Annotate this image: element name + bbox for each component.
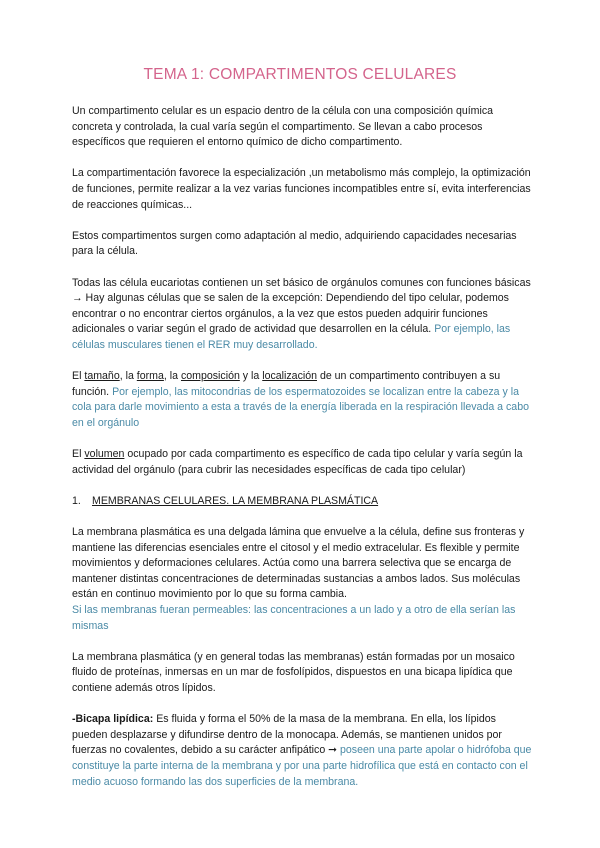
text-run: y la	[239, 370, 263, 383]
paragraph-compartmentation: La compartimentación favorece la especialización ,un metabolismo más complejo, la optimización de funciones, permite realizar a la vez varias funciones incompatibles entre sí, evita interferencias de reacciones químicas...	[72, 167, 531, 211]
paragraph-adaptation: Estos compartimentos surgen como adaptación al medio, adquiriendo capacidades necesarias para la célula.	[72, 229, 517, 258]
underlined-term: localización	[262, 370, 317, 383]
underlined-term: tamaño	[84, 370, 120, 383]
membrane-text: La membrana plasmática es una delgada lámina que envuelve a la célula, define sus fronteras y mantiene las diferencias esenciales entre el citosol y el medio extracelular. Es flexible y permite movimientos y deformaciones celulares. Actúa como una barrera selectiva que se encarga de mantener distintas concentraciones de determinadas sustancias a ambos lados. Sus moléculas están en continuo movimiento por lo que su forma cambia.	[72, 526, 525, 601]
document-title: TEMA 1: COMPARTIMENTOS CELULARES	[143, 66, 457, 83]
membrane-note: Si las membranas fueran permeables: las concentraciones a un lado y a otro de ella serían las mismas	[72, 604, 516, 632]
paragraph-function	[72, 369, 534, 431]
organelles-example: Por ejemplo, las células musculares tienen el RER muy desarrollado.	[72, 323, 511, 351]
paragraph-definition: Un compartimento celular es un espacio dentro de la célula con una composición química concreta y controlada, la cual varía según el compartimento. Se llevan a cabo procesos específicos que requieren el entorno químico de dicho compartimento.	[72, 105, 494, 149]
bilayer-text: Es fluida y forma el 50% de la masa de la membrana. En ella, los lípidos pueden desplazarse y difundirse dentro de la monocapa. Además, se mantienen unidos por fuerzas no covalentes, debido a su carácter anfipático ➞	[72, 713, 502, 757]
underlined-term: volumen	[84, 448, 125, 461]
text-run: , la	[163, 370, 181, 383]
paragraph-membrane	[72, 525, 534, 634]
bilayer-term: -Bicapa lipídica:	[72, 713, 154, 726]
function-example: Por ejemplo, las mitocondrias de los espermatozoides se localizan entre la cabeza y la cola para darle movimiento a esta a través de la energía liberada en la respiración llevada a cabo en el orgánulo	[72, 385, 529, 429]
text-run: de un compartimento contribuyen a su función.	[72, 370, 501, 398]
section-heading	[72, 494, 534, 510]
underlined-term: composición	[180, 370, 240, 383]
underlined-term: forma	[136, 370, 164, 383]
text-run: El	[72, 370, 85, 383]
section-title: MEMBRANAS CELULARES. LA MEMBRANA PLASMÁTICA	[92, 494, 379, 507]
section-number: 1.	[72, 494, 81, 507]
text-run: , la	[119, 370, 137, 383]
paragraph-bilayer	[72, 712, 534, 790]
paragraph-organelles	[72, 276, 534, 354]
text-run: ocupado por cada compartimento es específico de cada tipo celular y varía según la actividad del orgánulo (para cubrir las necesidades específicas de cada tipo celular)	[72, 448, 523, 476]
document-body	[72, 104, 534, 806]
organelles-text: Todas las célula eucariotas contienen un set básico de orgánulos comunes con funciones básicas → Hay algunas células que se salen de la excepción: Dependiendo del tipo celular, podemos encontrar o no encontrar ciertos orgánulos, a la vez que estos pueden adquirir funciones adicionales o variar según el grado de actividad que desarrollen en la célula.	[72, 276, 531, 336]
paragraph-volume	[72, 447, 534, 478]
bilayer-explanation: poseen una parte apolar o hidrófoba que constituye la parte interna de la membrana y por una parte hidrofílica que está en contacto con el medio acuoso formando las dos superficies de la membrana.	[72, 744, 532, 788]
paragraph-fluid-mosaic: La membrana plasmática (y en general todas las membranas) están formadas por un mosaico fluido de proteínas, inmersas en un mar de fosfolípidos, dispuestos en una bicapa lipídica que contiene además otros lípidos.	[72, 650, 515, 694]
text-run: El	[72, 448, 85, 461]
